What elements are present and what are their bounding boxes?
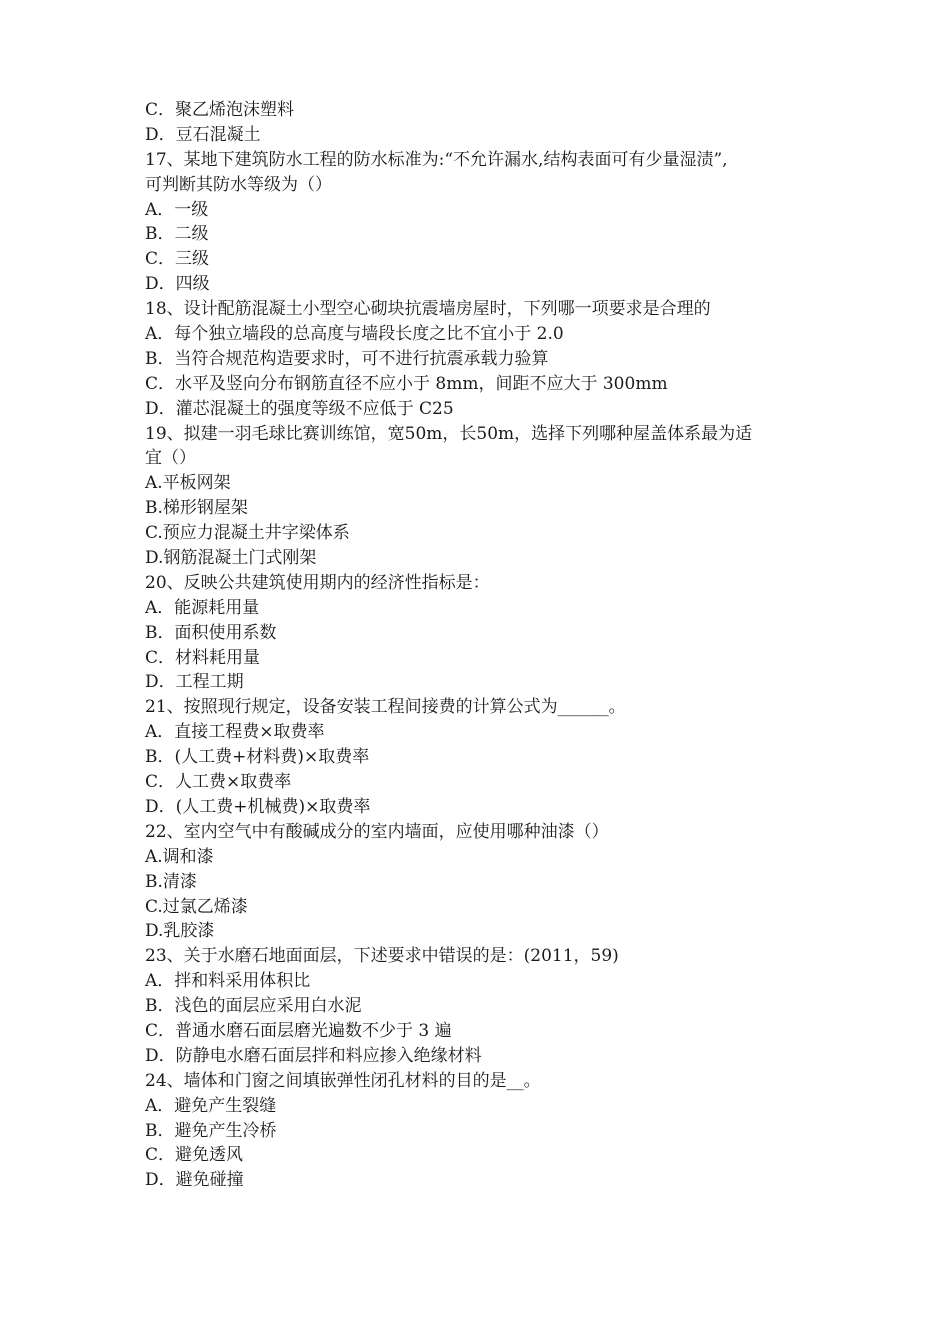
text-line: 20、反映公共建筑使用期内的经济性指标是：: [145, 572, 490, 593]
text-line: A．直接工程费×取费率: [145, 722, 325, 743]
text-line: B．当符合规范构造要求时，可不进行抗震承载力验算: [145, 348, 549, 369]
text-line: B.清漆: [145, 871, 197, 892]
text-line: 24、墙体和门窗之间填嵌弹性闭孔材料的目的是__。: [145, 1070, 541, 1091]
text-line: C．人工费×取费率: [145, 772, 292, 793]
text-line: C．普通水磨石面层磨光遍数不少于 3 遍: [145, 1020, 452, 1041]
text-line: B．面积使用系数: [145, 622, 277, 643]
text-line: A.调和漆: [145, 846, 214, 867]
text-line: D.乳胶漆: [145, 921, 215, 942]
text-line: 18、设计配筋混凝土小型空心砌块抗震墙房屋时，下列哪一项要求是合理的: [145, 299, 711, 320]
text-line: C．材料耗用量: [145, 647, 261, 668]
text-line: B．浅色的面层应采用白水泥: [145, 996, 362, 1017]
text-line: 宜（）: [145, 448, 196, 469]
text-line: C.过氯乙烯漆: [145, 896, 248, 917]
text-line: 21、按照现行规定，设备安装工程间接费的计算公式为______。: [145, 697, 626, 718]
text-line: 23、关于水磨石地面面层，下述要求中错误的是：(2011，59): [145, 946, 619, 967]
text-line: D．工程工期: [145, 672, 244, 693]
text-line: A．每个独立墙段的总高度与墙段长度之比不宜小于 2.0: [145, 324, 564, 345]
text-line: C.预应力混凝土井字梁体系: [145, 523, 350, 544]
text-line: D．四级: [145, 274, 210, 295]
document-body: [145, 98, 825, 1193]
text-line: A．拌和料采用体积比: [145, 971, 311, 992]
text-line: A．一级: [145, 199, 209, 220]
text-line: 17、某地下建筑防水工程的防水标准为:“不允许漏水,结构表面可有少量湿渍”,: [145, 149, 728, 170]
text-line: B．二级: [145, 224, 209, 245]
text-line: D．(人工费+机械费)×取费率: [145, 796, 371, 817]
text-line: A.平板网架: [145, 473, 231, 494]
text-line: C．聚乙烯泡沫塑料: [145, 100, 295, 120]
text-line: D．灌芯混凝土的强度等级不应低于 C25: [145, 398, 454, 419]
text-line: C．避免透风: [145, 1145, 244, 1166]
text-line: D．防静电水磨石面层拌和料应掺入绝缘材料: [145, 1045, 482, 1066]
text-line: 19、拟建一羽毛球比赛训练馆，宽50m，长50m，选择下列哪种屋盖体系最为适: [145, 423, 753, 444]
text-line: C．水平及竖向分布钢筋直径不应小于 8mm，间距不应大于 300mm: [145, 373, 668, 394]
text-line: A．避免产生裂缝: [145, 1095, 277, 1116]
text-line: 可判断其防水等级为（）: [145, 174, 332, 195]
text-line: 22、室内空气中有酸碱成分的室内墙面，应使用哪种油漆（）: [145, 821, 609, 842]
text-line: D.钢筋混凝土门式刚架: [145, 548, 317, 569]
text-line: D．豆石混凝土: [145, 124, 261, 145]
text-line: C．三级: [145, 249, 210, 270]
text-line: B．避免产生冷桥: [145, 1120, 277, 1141]
text-line: B.梯形钢屋架: [145, 498, 248, 519]
text-line: A．能源耗用量: [145, 597, 260, 618]
text-line: D．避免碰撞: [145, 1170, 244, 1191]
text-line: B．(人工费+材料费)×取费率: [145, 747, 370, 768]
